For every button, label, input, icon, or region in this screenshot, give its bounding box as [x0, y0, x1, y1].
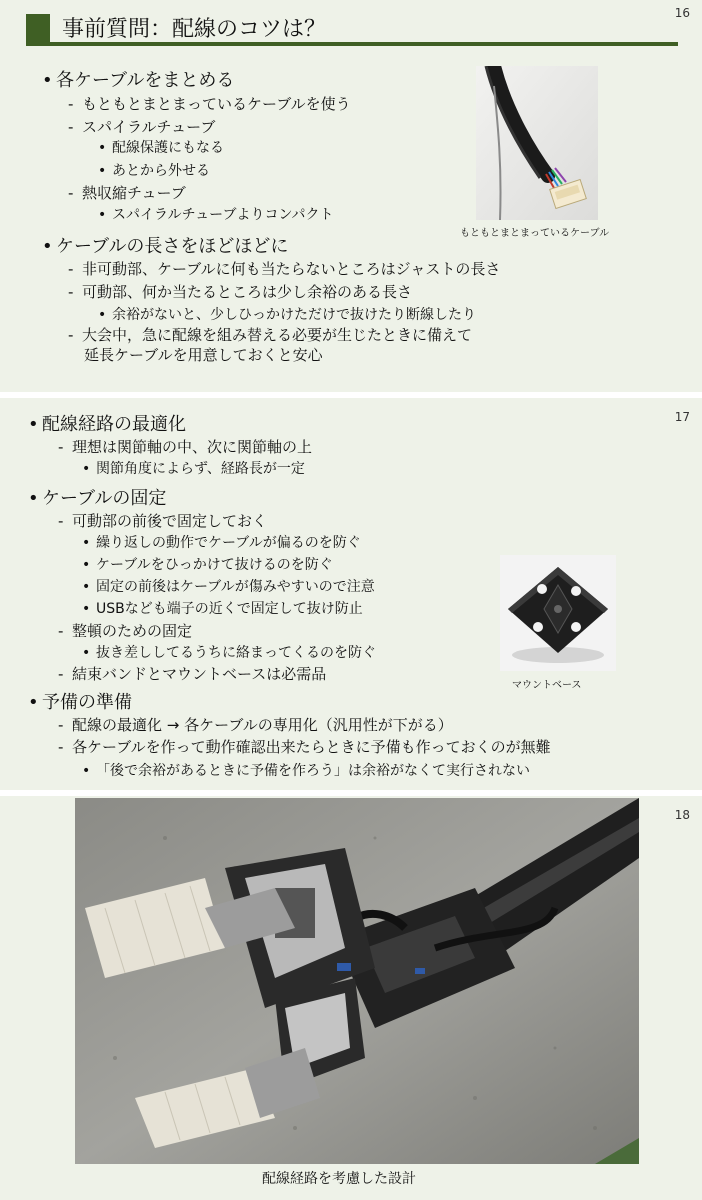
robot-arm-photo [75, 798, 639, 1164]
bullet-item-level2 [68, 182, 186, 203]
bullet-marker: • [82, 763, 91, 779]
bullet-item-level2 [68, 116, 215, 137]
bullet-text: 理想は関節軸の中、次に関節軸の上 [72, 438, 313, 456]
dash-marker: - [68, 184, 74, 202]
bullet-item-level2 [68, 258, 500, 279]
bullet-marker: • [98, 140, 107, 156]
bullet-item-level3 [98, 204, 333, 224]
bullet-item-level3 [82, 576, 375, 596]
bullet-marker: • [98, 307, 107, 323]
bullet-text: 配線経路の最適化 [42, 414, 186, 435]
bullet-text: 各ケーブルを作って動作確認出来たらときに予備も作っておくのが無難 [72, 738, 551, 756]
bullet-item-level3 [82, 532, 361, 552]
bullet-marker: • [98, 207, 107, 223]
dash-marker: - [58, 512, 64, 530]
bullet-text: 非可動部、ケーブルに何も当たらないところはジャストの長さ [82, 260, 501, 278]
bullet-text: 予備の準備 [42, 692, 132, 713]
bullet-item-level1 [42, 232, 288, 258]
bullet-marker: • [28, 692, 39, 713]
bullet-text: ケーブルの固定 [42, 488, 167, 509]
bullet-text: 延長ケーブルを用意しておくと安心 [84, 346, 323, 364]
bullet-text: 各ケーブルをまとめる [56, 70, 235, 91]
bullet-item-level2 [58, 714, 453, 735]
bullet-marker: • [82, 557, 91, 573]
bullet-text: 「後で余裕があるときに予備を作ろう」は余裕がなくて実行されない [96, 763, 530, 779]
bullet-text: ケーブルをひっかけて抜けるのを防ぐ [96, 557, 333, 573]
bullet-text: 熱収縮チューブ [82, 184, 186, 202]
bullet-item-level2 [68, 324, 472, 345]
dash-marker: - [68, 260, 74, 278]
bullet-item-level2 [84, 344, 323, 365]
dash-marker: - [58, 716, 64, 734]
bullet-text: 大会中，急に配線を組み替える必要が生じたときに備えて [82, 326, 473, 344]
bullet-text: 可動部、何か当たるところは少し余裕のある長さ [82, 283, 413, 301]
bullet-text: 余裕がないと、少しひっかけただけで抜けたり断線したり [112, 307, 476, 323]
bullet-item-level1 [28, 410, 186, 436]
bullet-item-level2 [58, 736, 551, 757]
bullet-marker: • [82, 601, 91, 617]
bullet-marker: • [42, 70, 53, 91]
bullet-marker: • [28, 414, 39, 435]
mount-base-caption: マウントベース [512, 680, 582, 691]
dash-marker: - [68, 118, 74, 136]
bullet-text: 固定の前後はケーブルが傷みやすいので注意 [96, 579, 375, 595]
bullet-text: スパイラルチューブよりコンパクト [112, 207, 334, 223]
slide-17 [0, 398, 702, 790]
cable-photo-caption: もともとまとまっているケーブル [460, 228, 610, 239]
slide-18 [0, 796, 702, 1200]
bullet-item-level3 [82, 598, 363, 618]
title-accent-block [26, 14, 50, 44]
bullet-marker: • [28, 488, 39, 509]
page-number: 16 [674, 6, 690, 20]
bullet-marker: • [82, 535, 91, 551]
bullet-item-level3 [82, 760, 530, 780]
bullet-item-level2 [58, 436, 312, 457]
bullet-item-level1 [28, 484, 166, 510]
robot-arm-caption: 配線経路を考慮した設計 [262, 1171, 416, 1187]
bullet-text: 可動部の前後で固定しておく [72, 512, 268, 530]
slide-16 [0, 0, 702, 392]
bullet-text: ケーブルの長さをほどほどに [56, 236, 289, 257]
slide-title: 事前質問：配線のコツは？ [62, 17, 327, 42]
bullet-item-level2 [68, 93, 351, 114]
bullet-text: あとから外せる [112, 163, 210, 179]
bullet-text: 配線保護にもなる [112, 140, 224, 156]
bullet-item-level2 [68, 281, 412, 302]
bullet-item-level3 [98, 304, 476, 324]
bullet-marker: • [42, 236, 53, 257]
bullet-item-level2 [58, 510, 267, 531]
dash-marker: - [68, 326, 74, 344]
bullet-item-level3 [82, 554, 333, 574]
mount-base-photo [500, 555, 616, 671]
bullet-text: 抜き差ししてるうちに絡まってくるのを防ぐ [96, 645, 376, 661]
bullet-text: 関節角度によらず、経路長が一定 [96, 461, 305, 477]
title-underline [26, 42, 678, 46]
bullet-item-level3 [82, 642, 376, 662]
bullet-item-level3 [98, 160, 210, 180]
bullet-text: もともとまとまっているケーブルを使う [82, 95, 351, 113]
bullet-item-level2 [58, 620, 192, 641]
bullet-text: スパイラルチューブ [82, 118, 216, 136]
bullet-marker: • [82, 461, 91, 477]
bullet-text: USBなども端子の近くで固定して抜け防止 [96, 601, 363, 617]
bullet-text: 配線の最適化 → 各ケーブルの専用化（汎用性が下がる） [72, 716, 453, 734]
cable-photo [476, 66, 598, 220]
bullet-text: 整頓のための固定 [72, 622, 193, 640]
bullet-marker: • [82, 579, 91, 595]
dash-marker: - [58, 438, 64, 456]
dash-marker: - [68, 95, 74, 113]
bullet-marker: • [82, 645, 91, 661]
dash-marker: - [58, 622, 64, 640]
page-number: 17 [674, 410, 690, 424]
dash-marker: - [58, 665, 64, 683]
page-number: 18 [674, 808, 690, 822]
bullet-text: 繰り返しの動作でケーブルが偏るのを防ぐ [96, 535, 361, 551]
dash-marker: - [68, 283, 74, 301]
bullet-item-level1 [28, 688, 132, 714]
bullet-text: 結束バンドとマウントベースは必需品 [72, 665, 327, 683]
bullet-item-level3 [82, 458, 305, 478]
bullet-marker: • [98, 163, 107, 179]
bullet-item-level1 [42, 66, 234, 92]
bullet-item-level2 [58, 663, 326, 684]
dash-marker: - [58, 738, 64, 756]
bullet-item-level3 [98, 137, 224, 157]
